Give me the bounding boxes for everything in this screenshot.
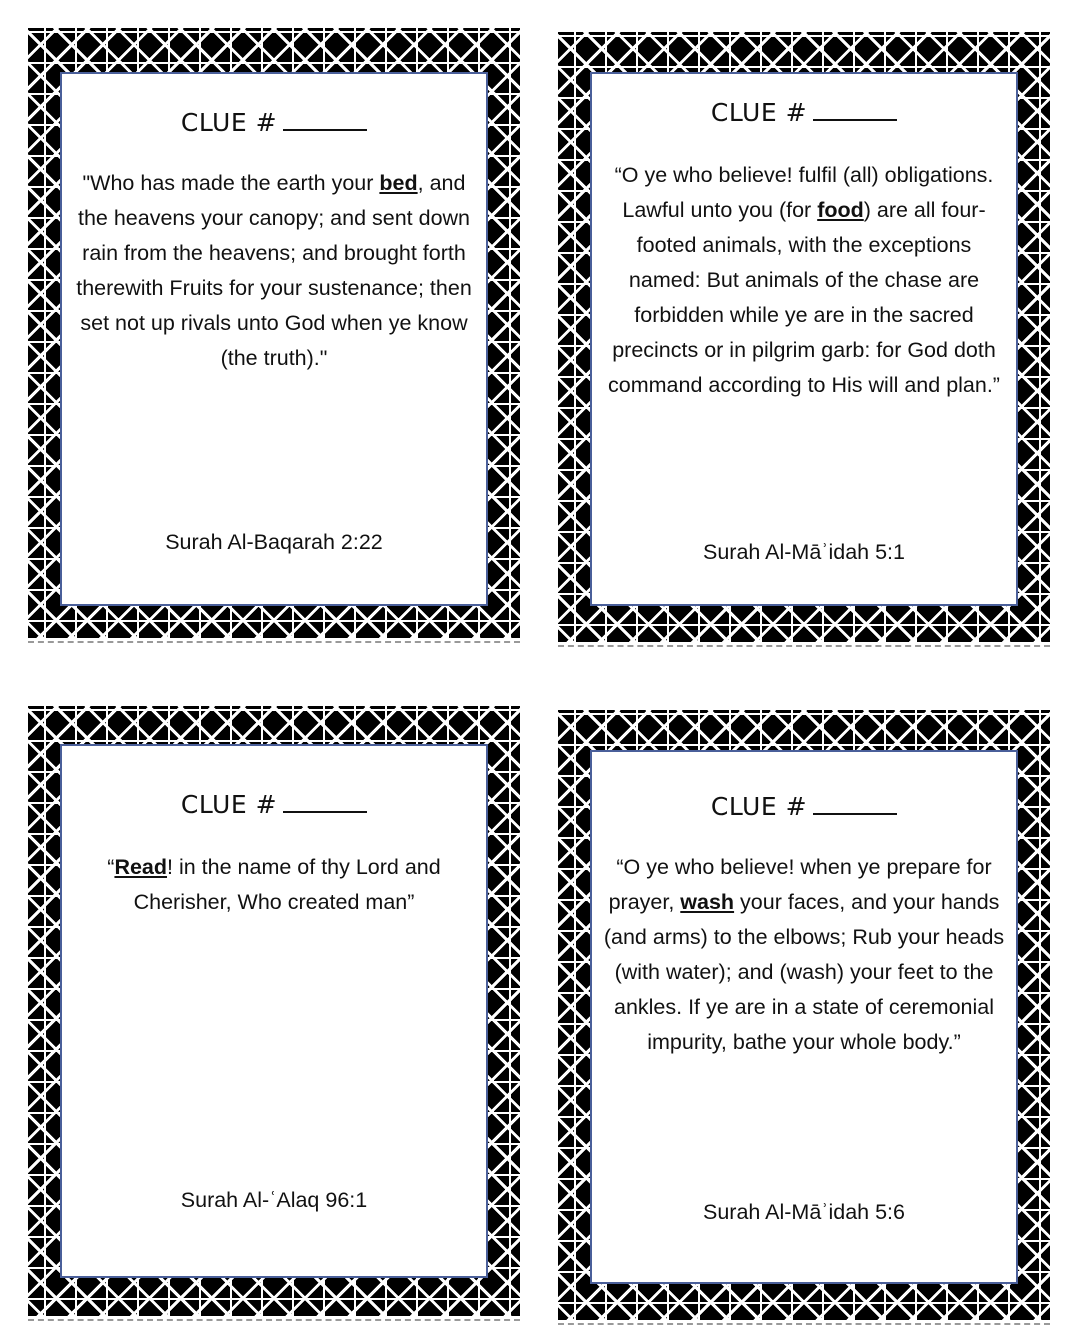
cut-line-top-left (28, 641, 520, 643)
card-1-clue-heading (62, 108, 486, 137)
card-1-verse (72, 166, 476, 376)
card-2-verse-before: “O ye who believe! fulfil (all) obligations. Lawful unto you (for (614, 163, 994, 222)
cut-line-bottom-left (28, 1319, 520, 1321)
card-3-clue-heading (62, 790, 486, 819)
card-4-content-panel (590, 750, 1018, 1284)
card-3-verse (72, 850, 476, 920)
card-3-verse-after: ! in the name of thy Lord and Cherisher, Who created man” (133, 855, 441, 914)
card-3-content-panel (60, 744, 488, 1278)
card-2-clue-label: CLUE # (710, 98, 808, 127)
card-3-clue-number-blank (283, 793, 367, 813)
card-2-reference: Surah Al-Māʾidah 5:1 (703, 540, 905, 564)
card-1-verse-before: "Who has made the earth your (82, 171, 380, 195)
card-2-clue-number-blank (813, 101, 897, 121)
card-3-reference: Surah Al-ʿAlaq 96:1 (180, 1188, 368, 1212)
card-1-reference: Surah Al-Baqarah 2:22 (165, 530, 383, 554)
clue-card-3 (28, 706, 520, 1316)
cut-line-bottom-right (558, 1323, 1050, 1325)
card-4-clue-label: CLUE # (710, 792, 808, 821)
card-1-clue-label: CLUE # (180, 108, 278, 137)
card-4-clue-number-blank (813, 795, 897, 815)
card-3-verse-before: “ (107, 855, 115, 879)
card-1-verse-after: , and the heavens your canopy; and sent down rain from the heavens; and brought forth therewith Fruits for your sustenance; then set not up rivals unto God when ye know (the truth)." (76, 171, 472, 370)
card-4-reference: Surah Al-Māʾidah 5:6 (703, 1200, 905, 1224)
card-2-keyword: food (817, 198, 864, 222)
cut-line-top-right (558, 645, 1050, 647)
card-4-verse-after: your faces, and your hands (and arms) to the elbows; Rub your heads (with water); and (wash) your feet to the ankles. If ye are in a state of ceremonial impurity, bathe your whole body.” (603, 890, 1005, 1054)
card-4-clue-heading (592, 792, 1016, 821)
card-4-verse (602, 850, 1006, 1060)
card-1-keyword: bed (379, 171, 418, 195)
card-2-verse-after: ) are all four-footed animals, with the exceptions named: But animals of the chase are forbidden while ye are in the sacred precincts or in pilgrim garb: for God doth command according to His will and plan.” (608, 198, 1000, 397)
card-3-keyword: Read (114, 855, 168, 879)
card-2-clue-heading (592, 98, 1016, 127)
clue-card-2 (558, 32, 1050, 642)
card-1-clue-number-blank (283, 111, 367, 131)
card-4-keyword: wash (680, 890, 735, 914)
card-4-verse-before: “O ye who believe! when ye prepare for prayer, (608, 855, 992, 914)
clue-card-1 (28, 28, 520, 638)
clue-card-4 (558, 710, 1050, 1320)
card-2-content-panel (590, 72, 1018, 606)
card-1-content-panel (60, 72, 488, 606)
card-2-verse (602, 158, 1006, 403)
card-3-clue-label: CLUE # (180, 790, 278, 819)
